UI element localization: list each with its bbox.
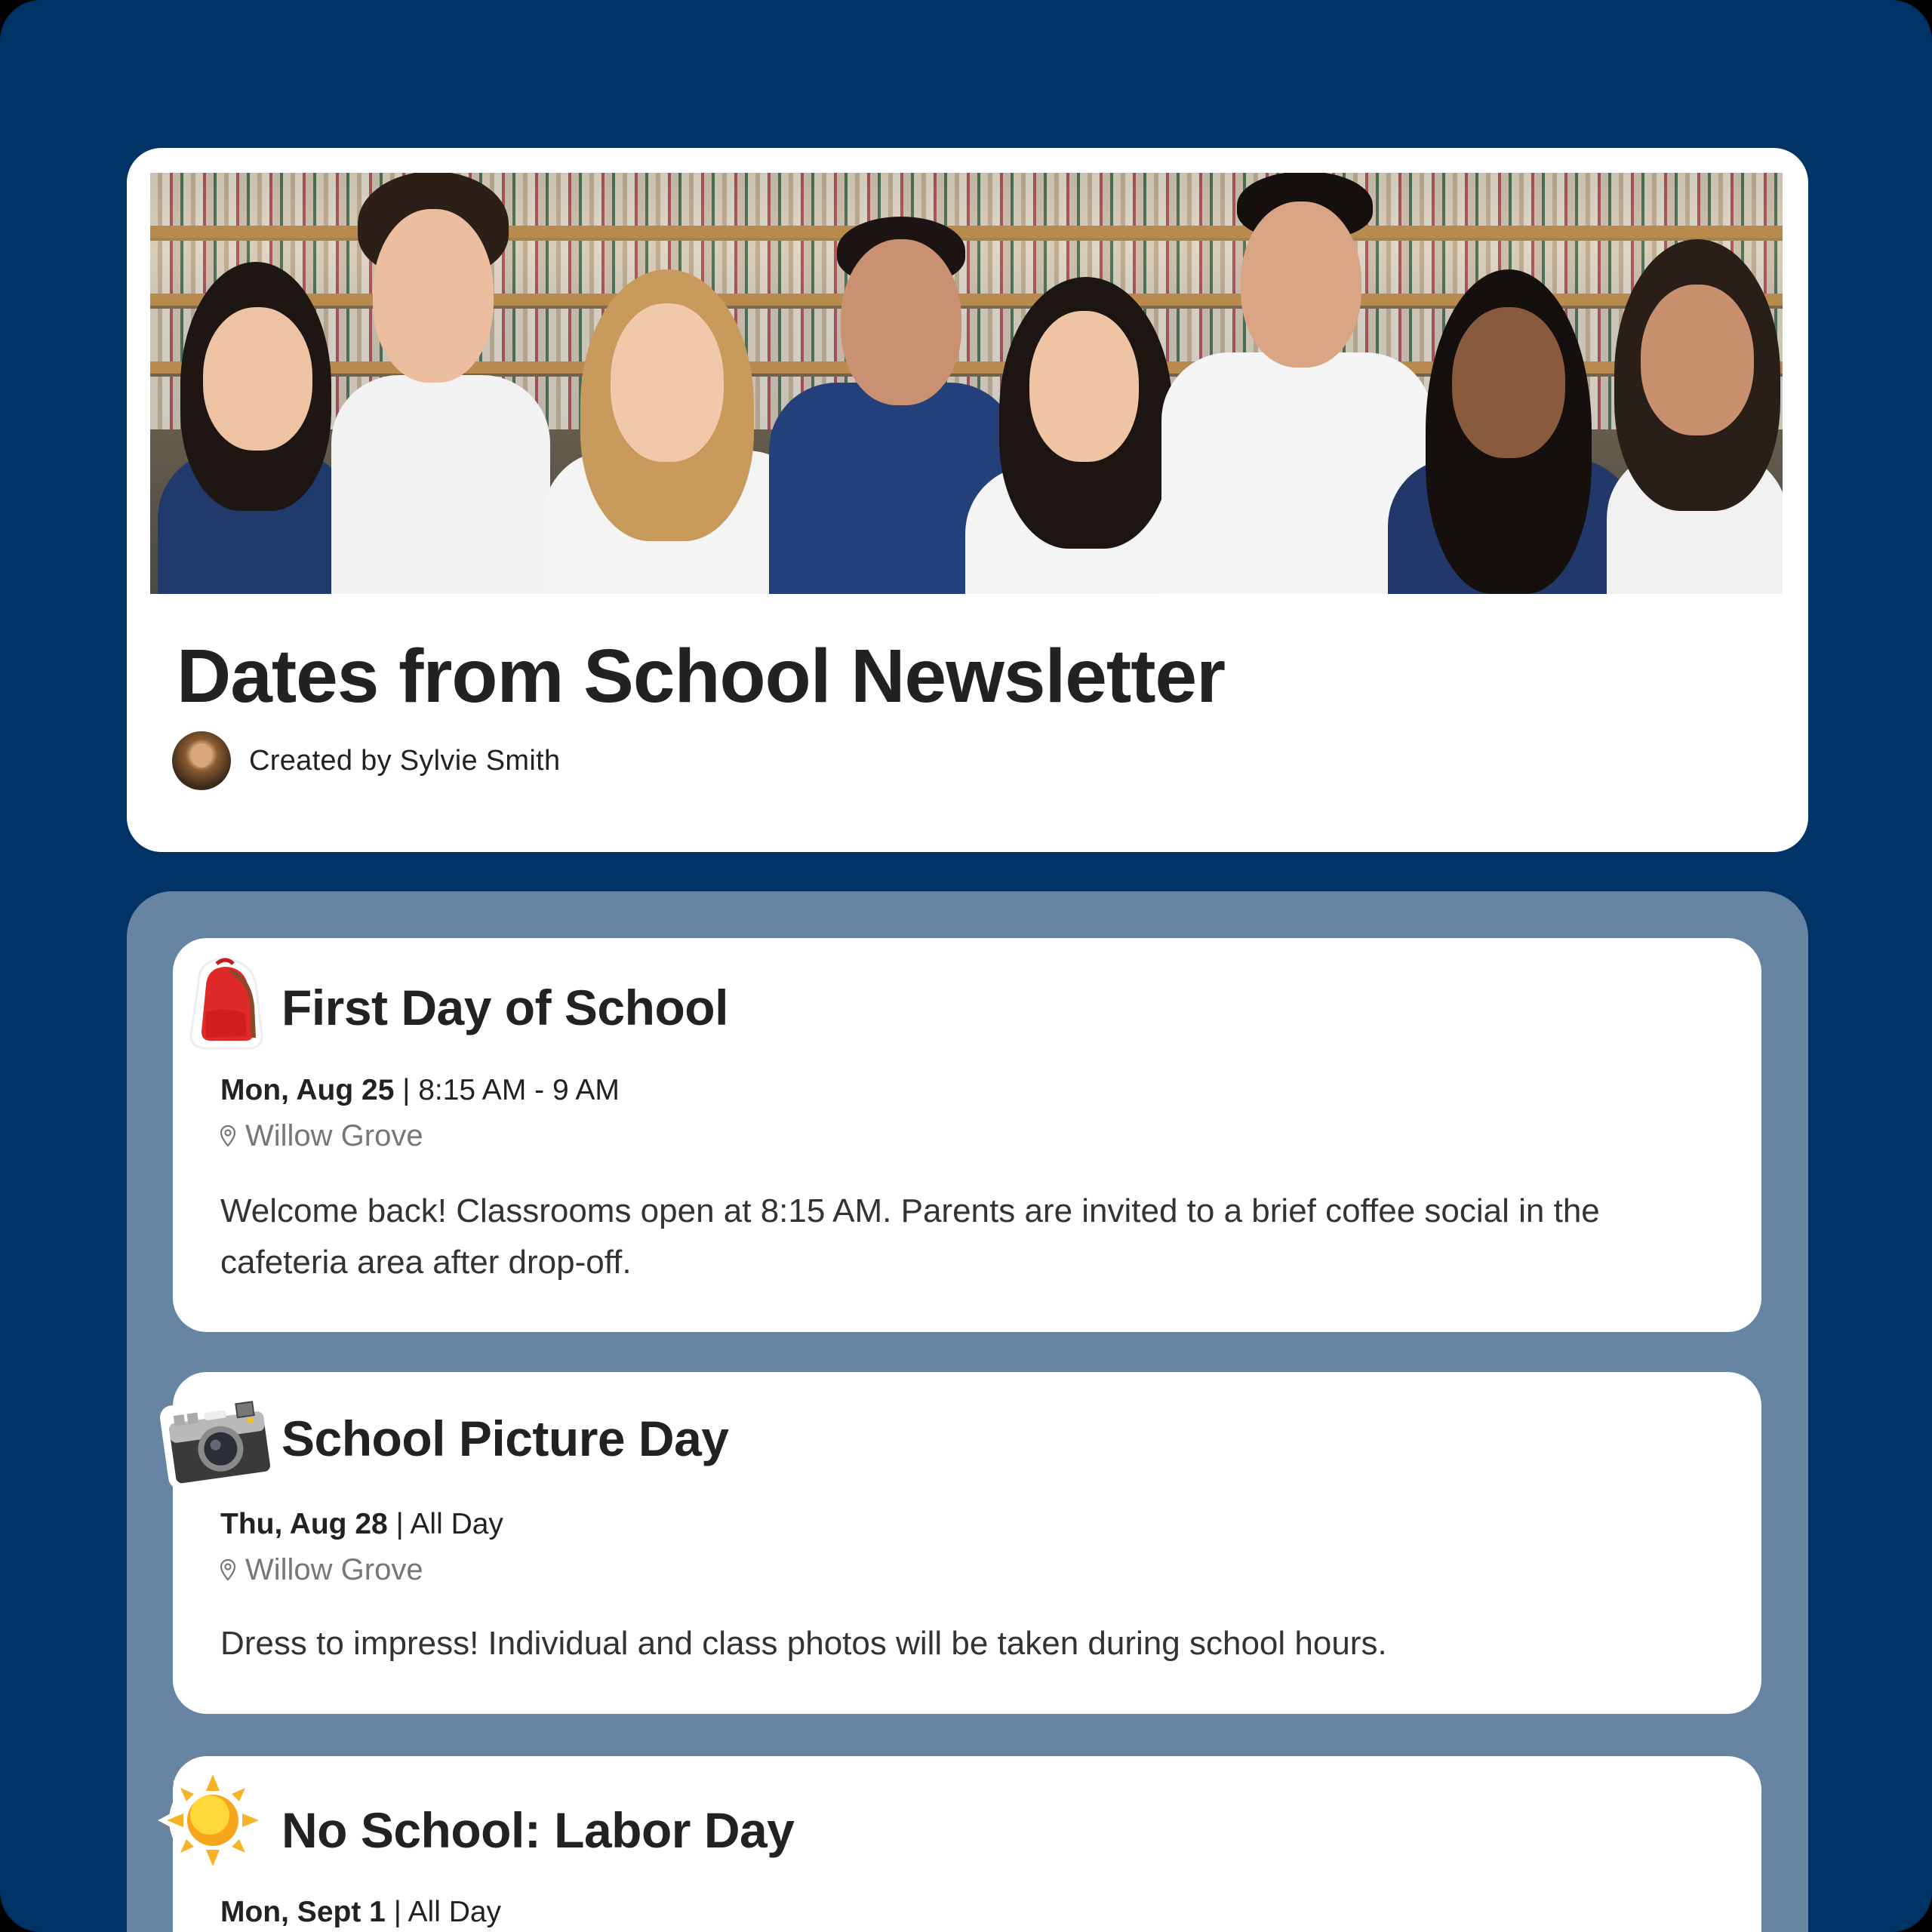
- student-figure: [324, 173, 550, 594]
- event-location-label: Willow Grove: [245, 1553, 423, 1586]
- map-pin-icon: [218, 1124, 238, 1147]
- event-date: Mon, Sept 1: [220, 1896, 386, 1928]
- event-title: First Day of School: [281, 980, 728, 1035]
- separator: |: [395, 1508, 404, 1540]
- events-list: [127, 891, 1808, 1932]
- map-pin-icon: [218, 1558, 238, 1581]
- event-time: All Day: [410, 1508, 503, 1540]
- event-location-label: Willow Grove: [245, 1119, 423, 1152]
- separator: |: [402, 1074, 411, 1106]
- camera-icon: [156, 1387, 281, 1496]
- author-label: Created by Sylvie Smith: [249, 744, 561, 777]
- event-title: No School: Labor Day: [281, 1802, 795, 1858]
- author-byline: [172, 731, 560, 790]
- event-time: 8:15 AM - 9 AM: [418, 1074, 620, 1106]
- event-location: [218, 1118, 423, 1154]
- event-description: Welcome back! Classrooms open at 8:15 AM. Parents are invited to a brief coffee social in the cafeteria area after drop-off.: [220, 1192, 1600, 1281]
- event-location: [218, 1552, 423, 1588]
- event-description: Dress to impress! Individual and class photos will be taken during school hours.: [220, 1625, 1387, 1662]
- student-figure: [1607, 239, 1783, 594]
- sun-icon: [156, 1764, 269, 1877]
- event-datetime: [220, 1894, 501, 1930]
- event-datetime: [220, 1506, 503, 1543]
- hero-image: [150, 173, 1783, 594]
- event-datetime: [220, 1072, 620, 1109]
- event-date: Thu, Aug 28: [220, 1508, 388, 1540]
- separator: |: [393, 1896, 401, 1928]
- student-figure: [1388, 269, 1637, 594]
- event-card[interactable]: [173, 938, 1761, 1332]
- header-card: [127, 148, 1808, 852]
- page-title: Dates from School Newsletter: [177, 634, 1226, 718]
- event-time: All Day: [408, 1896, 502, 1928]
- event-card[interactable]: [173, 1372, 1761, 1714]
- backpack-icon: [183, 953, 268, 1051]
- event-title: School Picture Day: [281, 1411, 729, 1466]
- event-date: Mon, Aug 25: [220, 1074, 395, 1106]
- avatar[interactable]: [172, 731, 231, 790]
- event-card[interactable]: [173, 1756, 1761, 1932]
